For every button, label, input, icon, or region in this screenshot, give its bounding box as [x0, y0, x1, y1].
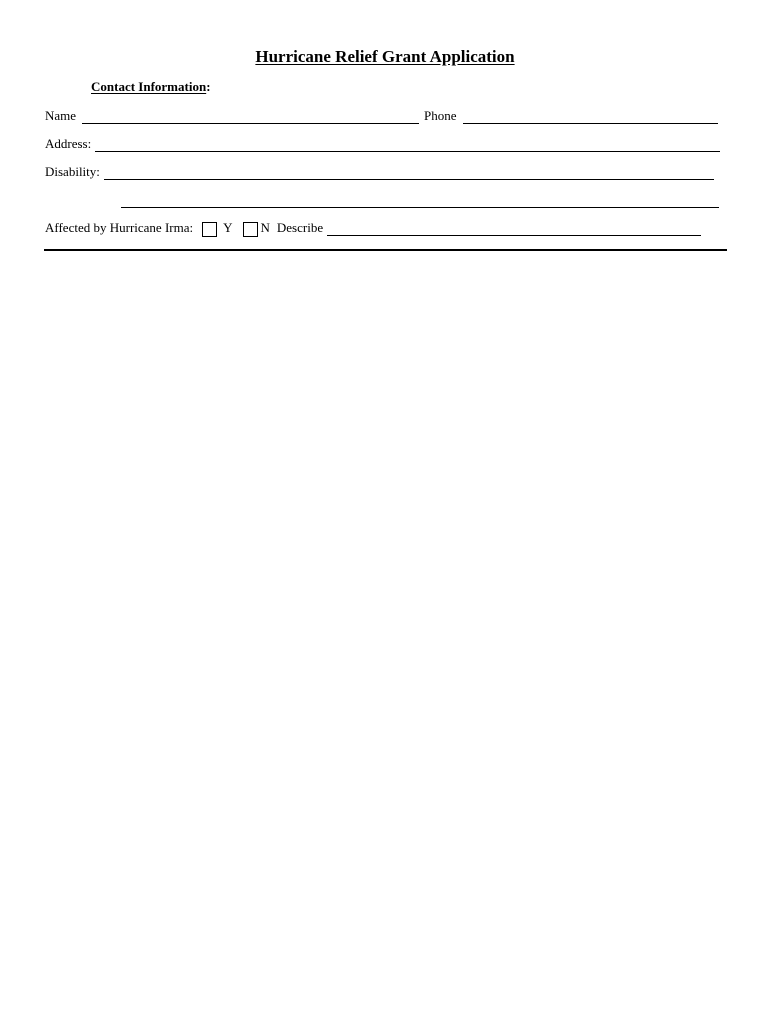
page-title: Hurricane Relief Grant Application: [255, 47, 515, 66]
section-heading-colon: :: [206, 79, 211, 94]
name-phone-row: [45, 106, 718, 124]
disability-field[interactable]: [104, 166, 714, 180]
address-row: [45, 134, 720, 152]
affected-label: Affected by Hurricane Irma:: [45, 220, 194, 235]
affected-row: [45, 218, 701, 236]
disability-field-line-2[interactable]: [121, 194, 719, 208]
phone-field[interactable]: [463, 110, 718, 124]
no-checkbox[interactable]: [243, 222, 258, 237]
describe-label: Describe: [276, 220, 324, 235]
section-heading: [91, 79, 211, 95]
yes-label: Y: [223, 220, 233, 235]
address-field[interactable]: [95, 138, 720, 152]
name-field[interactable]: [82, 110, 419, 124]
section-divider: [44, 249, 727, 251]
disability-row: [45, 162, 714, 180]
name-label: Name: [45, 108, 77, 123]
phone-label: Phone: [424, 108, 457, 123]
no-label: N: [260, 220, 270, 235]
address-label: Address:: [45, 136, 92, 151]
yes-checkbox[interactable]: [202, 222, 217, 237]
disability-label: Disability:: [45, 164, 100, 179]
section-heading-text: Contact Information: [91, 79, 207, 94]
describe-field[interactable]: [327, 222, 701, 236]
disability-continuation-row: [121, 190, 719, 208]
